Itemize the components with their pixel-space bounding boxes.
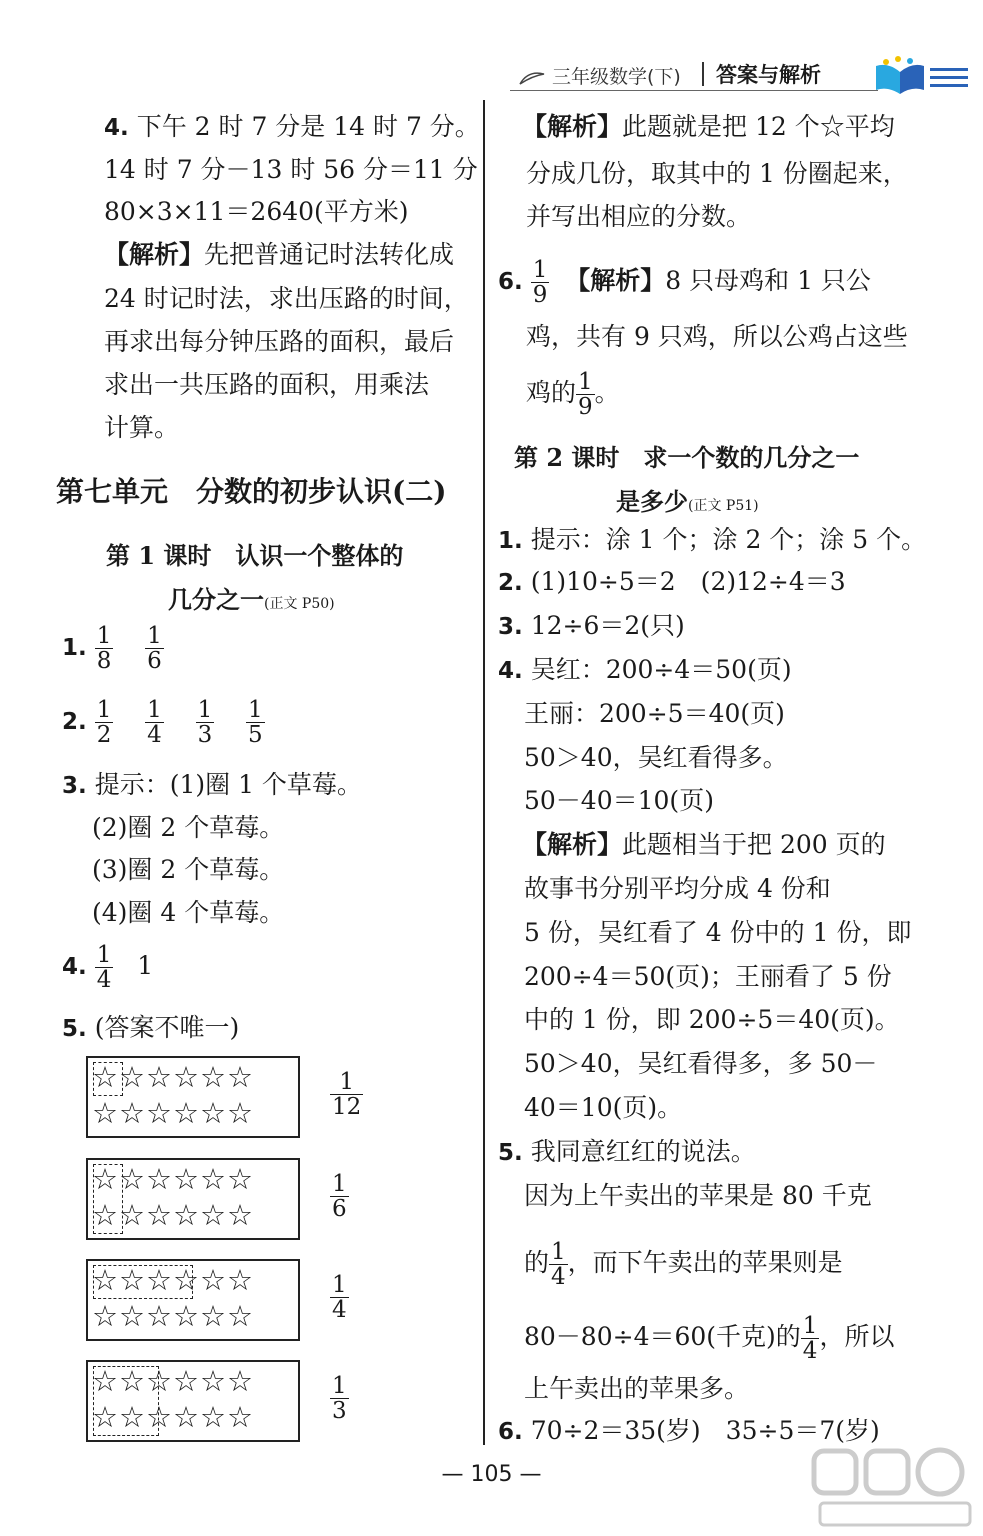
lesson2-answer-5-line-3: 的 $\frac{1}{4}$ ，而下午卖出的苹果则是	[524, 1239, 843, 1290]
answer-1: 1. $\frac{1}{8}$ $\frac{1}{6}$	[62, 623, 162, 674]
header-title: 答案与解析	[716, 63, 821, 87]
answer-6-line-3: 鸡的 $\frac{1}{9}$ 。	[526, 369, 620, 420]
answer-3-line-4: (4)圈 4 个草莓。	[92, 898, 285, 927]
watermark-logo-icon	[810, 1445, 980, 1531]
answer-3-line-1: 3. 提示：(1)圈 1 个草莓。	[62, 770, 362, 799]
fraction: $\frac{1}{4}$	[802, 1313, 818, 1364]
star-row: ☆☆☆☆☆☆	[92, 1299, 254, 1333]
star-analysis-line-3: 并写出相应的分数。	[526, 202, 752, 231]
star-row: ☆☆☆☆☆☆	[92, 1400, 254, 1434]
star-row: ☆☆☆☆☆☆	[92, 1096, 254, 1130]
book-subtitle: 三年级数学(下)	[552, 66, 681, 88]
header-underline	[510, 90, 878, 91]
lesson2-analysis-line-3: 5 份，吴红看了 4 份中的 1 份，即	[524, 918, 912, 947]
lesson2-answer-4-line-1: 4. 吴红：200÷4＝50(页)	[498, 655, 792, 684]
answer-3-line-3: (3)圈 2 个草莓。	[92, 855, 285, 884]
star-group-box-3	[86, 1259, 300, 1341]
lesson2-answer-4-line-2: 王丽：200÷5＝40(页)	[524, 699, 785, 728]
star-group-box-4	[86, 1360, 300, 1442]
star-group-box-1	[86, 1056, 300, 1138]
star-row: ☆☆☆☆☆☆	[92, 1162, 254, 1196]
fraction: $\frac{1}{4}$	[551, 1239, 566, 1290]
star-row: ☆☆☆☆☆☆	[92, 1198, 254, 1232]
header-divider	[702, 62, 704, 86]
lesson-1-title-line-1: 第 1 课时 认识一个整体的	[106, 541, 404, 570]
star-row: ☆☆☆☆☆☆	[92, 1060, 254, 1094]
fraction: $\frac{1}{2}$	[96, 697, 112, 748]
answer-4-analysis-line-3: 再求出每分钟压路的面积，最后	[104, 327, 455, 356]
lesson-1-title-line-2: 几分之一(正文 P50)	[168, 585, 335, 614]
answer-4-analysis-line-1: 【解析】先把普通记时法转化成	[104, 240, 455, 269]
fraction: $\frac{1}{8}$	[96, 623, 112, 674]
page-reference: (正文 P50)	[264, 596, 335, 612]
star-box-1-fraction: $\frac{1}{12}$	[332, 1069, 362, 1120]
lesson-2-title-line-1: 第 2 课时 求一个数的几分之一	[514, 443, 860, 472]
page-number: — 105 —	[441, 1462, 542, 1487]
star-box-3-fraction: $\frac{1}{4}$	[332, 1272, 347, 1323]
open-book-logo-icon	[872, 56, 970, 96]
star-box-2-fraction: $\frac{1}{6}$	[332, 1171, 347, 1222]
fraction: $\frac{1}{3}$	[197, 697, 213, 748]
lesson2-analysis-line-6: 50＞40，吴红看得多，多 50－	[524, 1049, 878, 1078]
fraction: $\frac{1}{5}$	[248, 697, 263, 748]
unit-title: 第七单元 分数的初步认识(二)	[56, 475, 447, 508]
answer-4-analysis-line-2: 24 时记时法，求出压路的时间，	[104, 284, 469, 313]
leaf-ornament-icon	[518, 68, 548, 88]
star-row: ☆☆☆☆☆☆	[92, 1364, 254, 1398]
lesson2-analysis-line-4: 200÷4＝50(页)；王丽看了 5 份	[524, 962, 892, 991]
lesson2-answer-5-line-2: 因为上午卖出的苹果是 80 千克	[524, 1181, 872, 1210]
star-row: ☆☆☆☆☆☆	[92, 1263, 254, 1297]
answer-4-line-1: 4. 下午 2 时 7 分是 14 时 7 分。	[104, 112, 480, 141]
star-box-4-fraction: $\frac{1}{3}$	[332, 1373, 347, 1424]
column-divider	[483, 100, 485, 1445]
answer-6-line-2: 鸡，共有 9 只鸡，所以公鸡占这些	[526, 322, 908, 351]
lesson2-answer-6: 6. 70÷2＝35(岁) 35÷5＝7(岁)	[498, 1416, 880, 1445]
star-analysis-line-1: 【解析】此题就是把 12 个☆平均	[522, 112, 895, 141]
answer-2: 2. $\frac{1}{2}$ $\frac{1}{4}$ $\frac{1}{3}$ $\frac{1}{5}$	[62, 697, 263, 748]
answer-4-analysis-line-4: 求出一共压路的面积，用乘法	[104, 370, 430, 399]
lesson2-analysis-line-1: 【解析】此题相当于把 200 页的	[522, 830, 886, 859]
lesson2-answer-5-line-5: 上午卖出的苹果多。	[524, 1374, 750, 1403]
fraction: $\frac{1}{4}$	[147, 697, 162, 748]
answer-6-line-1: 6. $\frac{1}{9}$ 【解析】8 只母鸡和 1 只公	[498, 257, 871, 308]
lesson2-analysis-line-2: 故事书分别平均分成 4 份和	[524, 874, 831, 903]
answer-3-line-2: (2)圈 2 个草莓。	[92, 813, 285, 842]
fraction: $\frac{1}{9}$	[578, 369, 593, 420]
answer-4-analysis-line-5: 计算。	[104, 413, 180, 442]
lesson2-answer-5-line-4: 80－80÷4＝60(千克)的 $\frac{1}{4}$ ，所以	[524, 1313, 895, 1364]
lesson2-answer-4-line-4: 50－40＝10(页)	[524, 786, 714, 815]
star-group-box-2	[86, 1158, 300, 1240]
answer-5-heading: 5. (答案不唯一)	[62, 1013, 240, 1042]
fraction: $\frac{1}{6}$	[147, 623, 162, 674]
answer-4-short: 4. $\frac{1}{4}$ 1	[62, 942, 154, 993]
page-header	[510, 56, 970, 96]
fraction: $\frac{1}{9}$	[532, 257, 548, 308]
lesson2-analysis-line-7: 40＝10(页)。	[524, 1093, 683, 1122]
answer-4-line-2: 14 时 7 分－13 时 56 分＝11 分	[104, 155, 478, 184]
lesson2-answer-3: 3. 12÷6＝2(只)	[498, 611, 685, 640]
star-analysis-line-2: 分成几份，取其中的 1 份圈起来，	[526, 159, 908, 188]
page-reference: (正文 P51)	[688, 498, 759, 514]
lesson2-answer-5-line-1: 5. 我同意红红的说法。	[498, 1137, 756, 1166]
lesson-2-title-line-2: 是多少(正文 P51)	[616, 487, 759, 516]
lesson2-answer-4-line-3: 50＞40，吴红看得多。	[524, 743, 788, 772]
answer-4-line-3: 80×3×11＝2640(平方米)	[104, 197, 409, 226]
fraction: $\frac{1}{4}$	[96, 942, 112, 993]
lesson2-answer-1: 1. 提示：涂 1 个；涂 2 个；涂 5 个。	[498, 525, 927, 554]
lesson2-analysis-line-5: 中的 1 份，即 200÷5＝40(页)。	[524, 1005, 900, 1034]
lesson2-answer-2: 2. (1)10÷5＝2 (2)12÷4＝3	[498, 567, 846, 596]
